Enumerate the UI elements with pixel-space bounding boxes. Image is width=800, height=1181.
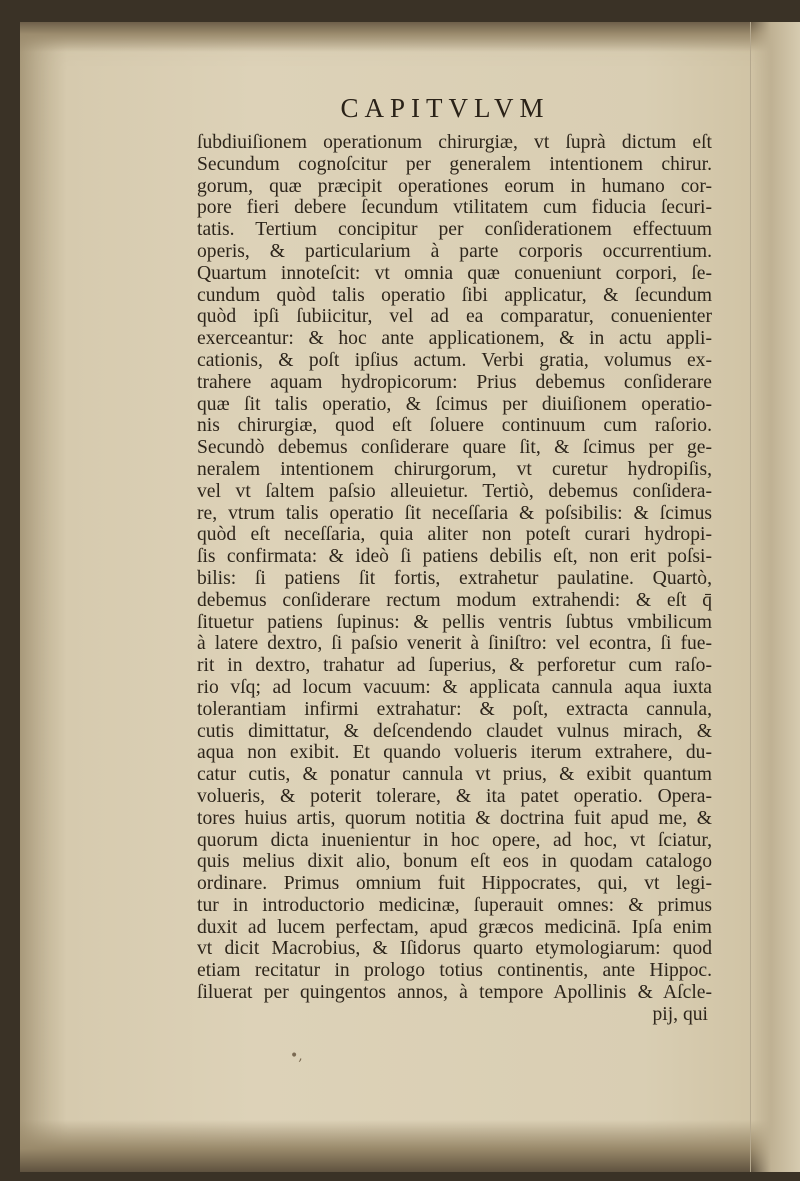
text-line: quis melius dixit alio, bonum eſt eos in quodam catalogo (197, 851, 712, 873)
text-line: ſituetur patiens ſupinus: & pellis ventris ſubtus vmbilicum (197, 611, 712, 633)
text-line: catur cutis, & ponatur cannula vt prius, & exibit quantum (197, 764, 712, 786)
text-line: tur in introductorio medicinæ, ſuperauit omnes: & primus (197, 894, 712, 916)
catchword: pij, qui (652, 1003, 708, 1025)
text-line: gorum, quæ præcipit operationes eorum in humano cor- (197, 175, 712, 197)
text-line: Quartum innoteſcit: vt omnia quæ conueniunt corpori, ſe- (197, 262, 712, 284)
text-line: duxit ad lucem perfectam, apud græcos medicinā. Ipſa enim (197, 916, 712, 938)
body-text (197, 132, 712, 1026)
text-line: Secundum cognoſcitur per generalem intentionem chirur. (197, 153, 712, 175)
text-line: bilis: ſi patiens ſit fortis, extrahetur paulatine. Quartò, (197, 567, 712, 589)
text-line: à latere dextro, ſi paſsio venerit à ſiniſtro: vel econtra, ſi fue- (197, 633, 712, 655)
text-line: cationis, & poſt ipſius actum. Verbi gratia, volumus ex- (197, 349, 712, 371)
text-line: neralem intentionem chirurgorum, vt curetur hydropiſis, (197, 458, 712, 480)
text-line: quòd ipſi ſubiicitur, vel ad ea comparatur, conuenienter (197, 306, 712, 328)
text-line: rit in dextro, trahatur ad ſuperius, & perforetur cum raſo- (197, 655, 712, 677)
text-line: exerceantur: & hoc ante applicationem, & in actu appli- (197, 328, 712, 350)
running-head: CAPITVLVM (340, 93, 550, 123)
text-line: pore fieri debere ſecundum vtilitatem cum fiducia ſecuri- (197, 197, 712, 219)
text-line: cundum quòd talis operatio ſibi applicatur, & ſecundum (197, 284, 712, 306)
text-line: trahere aquam hydropicorum: Prius debemus conſiderare (197, 371, 712, 393)
text-line: tores huius artis, quorum notitia & doctrina fuit apud me, & (197, 807, 712, 829)
ink-smudge: •, (290, 1048, 303, 1064)
page-bottom-edge (20, 1120, 800, 1172)
text-line: Secundò debemus conſiderare quare ſit, & ſcimus per ge- (197, 437, 712, 459)
text-line: etiam recitatur in prologo totius continentis, ante Hippoc. (197, 960, 712, 982)
text-line: re, vtrum talis operatio ſit neceſſaria & poſsibilis: & ſcimus (197, 502, 712, 524)
text-line: nis chirurgiæ, quod eſt ſoluere continuum cum raſorio. (197, 415, 712, 437)
text-line: tatis. Tertium concipitur per conſiderationem effectuum (197, 219, 712, 241)
text-line: debemus conſiderare rectum modum extrahendi: & eſt q̄ (197, 589, 712, 611)
text-line: aqua non exibit. Et quando volueris iterum extrahere, du- (197, 742, 712, 764)
facing-page-edge (750, 22, 800, 1172)
text-line: quæ ſit talis operatio, & ſcimus per diuiſionem operatio- (197, 393, 712, 415)
text-line: vel vt ſaltem paſsio alleuietur. Tertiò, debemus conſidera- (197, 480, 712, 502)
text-line: ſubdiuiſionem operationum chirurgiæ, vt ſuprà dictum eſt (197, 132, 712, 153)
text-line: tolerantiam infirmi extrahatur: & poſt, extracta cannula, (197, 698, 712, 720)
text-line: quòd eſt neceſſaria, quia aliter non poteſt curari hydropi- (197, 524, 712, 546)
page-top-edge (20, 22, 800, 52)
text-line: ordinare. Primus omnium fuit Hippocrates, qui, vt legi- (197, 873, 712, 895)
text-line: cutis dimittatur, & deſcendendo claudet vulnus mirach, & (197, 720, 712, 742)
text-line: ſis confirmata: & ideò ſi patiens debilis eſt, non erit poſsi- (197, 546, 712, 568)
text-line: rio vſq; ad locum vacuum: & applicata cannula aqua iuxta (197, 676, 712, 698)
text-line: vt dicit Macrobius, & Iſidorus quarto etymologiarum: quod (197, 938, 712, 960)
text-line: ſiluerat per quingentos annos, à tempore Apollinis & Aſcle- (197, 982, 712, 1004)
text-line: quorum dicta inuenientur in hoc opere, ad hoc, vt ſciatur, (197, 829, 712, 851)
text-line: volueris, & poterit tolerare, & ita patet operatio. Opera- (197, 785, 712, 807)
text-line: operis, & particularium à parte corporis occurrentium. (197, 240, 712, 262)
